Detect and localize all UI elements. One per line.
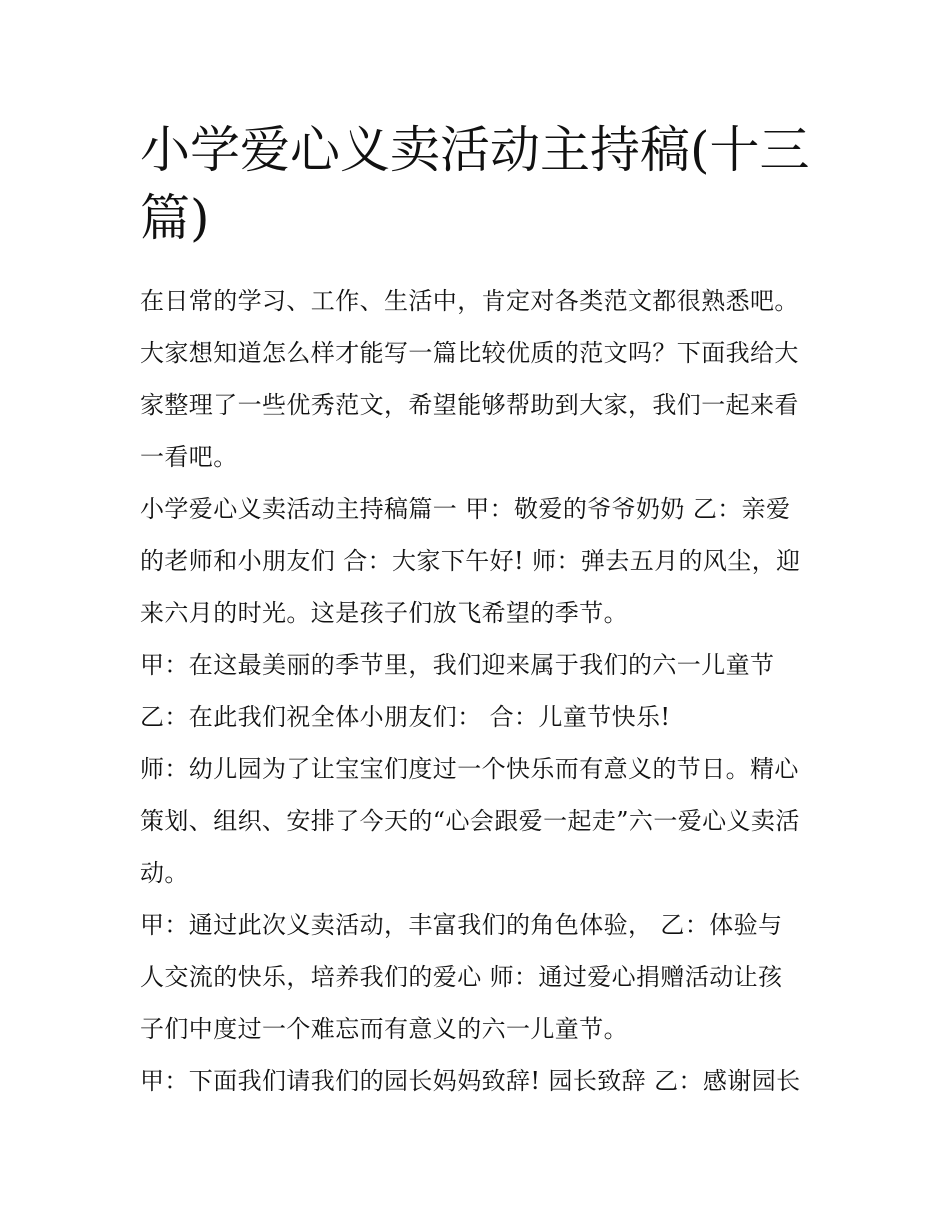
body-line: 子们中度过一个难忘而有意义的六一儿童节。: [140, 1015, 628, 1043]
body-line: 策划、组织、安排了今天的“心会跟爱一起走”六一爱心义卖活: [140, 807, 800, 835]
body-line: 甲：下面我们请我们的园长妈妈致辞! 园长致辞 乙：感谢园长: [140, 1067, 801, 1095]
body-line: 在日常的学习、工作、生活中，肯定对各类范文都很熟悉吧。: [140, 287, 799, 315]
body-line: 甲：通过此次义卖活动，丰富我们的角色体验， 乙：体验与: [140, 911, 783, 939]
body-line: 大家想知道怎么样才能写一篇比较优质的范文吗？下面我给大: [140, 339, 799, 367]
body-line: 一看吧。: [140, 443, 238, 471]
body-line: 的老师和小朋友们 合：大家下午好! 师：弹去五月的风尘，迎: [140, 547, 801, 575]
document-body: [140, 280, 820, 1112]
body-line: 人交流的快乐，培养我们的爱心 师：通过爱心捐赠活动让孩: [140, 963, 783, 991]
title-line-1: 小学爱心义卖活动主持稿(十三: [140, 121, 810, 179]
body-line: 小学爱心义卖活动主持稿篇一 甲：敬爱的爷爷奶奶 乙：亲爱: [140, 495, 791, 523]
body-line: 家整理了一些优秀范文，希望能够帮助到大家，我们一起来看: [140, 391, 799, 419]
document-title: [140, 116, 820, 252]
body-line: 师：幼儿园为了让宝宝们度过一个快乐而有意义的节日。精心: [140, 755, 799, 783]
body-line: 动。: [140, 859, 189, 887]
body-line: 甲：在这最美丽的季节里，我们迎来属于我们的六一儿童节: [140, 651, 775, 679]
body-line: 乙：在此我们祝全体小朋友们： 合：儿童节快乐!: [140, 703, 671, 731]
title-line-2: 篇): [140, 189, 210, 247]
body-line: 来六月的时光。这是孩子们放飞希望的季节。: [140, 599, 628, 627]
